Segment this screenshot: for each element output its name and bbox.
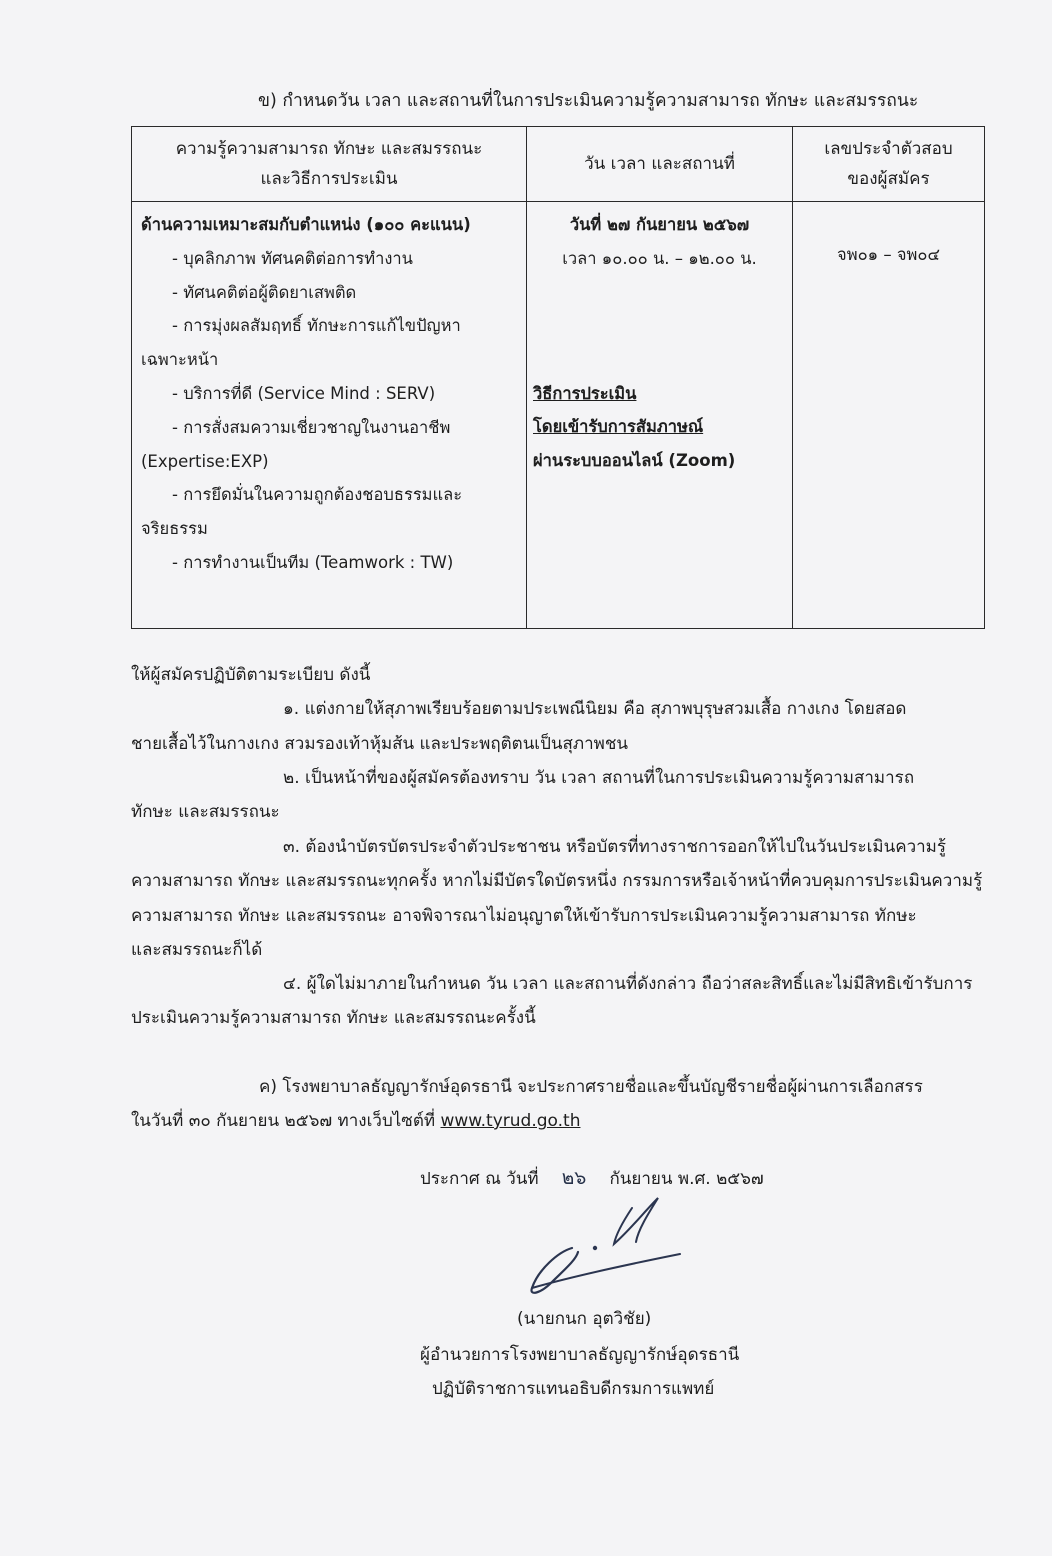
rule-3-line3: ความสามารถ ทักษะ และสมรรถนะ อาจพิจารณาไม่อนุญาตให้เข้ารับการประเมินความรู้ความสามารถ ทักษะ (131, 906, 917, 926)
rule-1-line2: ชายเสื้อไว้ในกางเกง สวมรองเท้าหุ้มส้น และประพฤติตนเป็นสุภาพชน (131, 734, 629, 754)
signer-title-2: ปฏิบัติราชการแทนอธิบดีกรมการแพทย์ (432, 1379, 715, 1399)
competency-heading: ด้านความเหมาะสมกับตำแหน่ง (๑๐๐ คะแนน) (141, 215, 471, 234)
announce-line1: ค) โรงพยาบาลธัญญารักษ์อุดรธานี จะประกาศรายชื่อและขึ้นบัญชีรายชื่อผู้ผ่านการเลือกสรร (259, 1077, 923, 1097)
list-item-cont: (Expertise:EXP) (141, 451, 269, 471)
list-item: - บริการที่ดี (Service Mind : SERV) (172, 383, 436, 403)
rule-4-line2: ประเมินความรู้ความสามารถ ทักษะ และสมรรถนะครั้งนี้ (131, 1008, 536, 1028)
signature-image (520, 1190, 690, 1300)
date-place-cell (527, 202, 793, 629)
table-body-row (132, 202, 985, 629)
assessment-table (131, 126, 985, 629)
header-date-place (527, 127, 793, 202)
rule-3-line4: และสมรรถนะก็ได้ (131, 940, 263, 960)
method-label: วิธีการประเมิน (533, 383, 637, 403)
rule-4-line1: ๔. ผู้ใดไม่มาภายในกำหนด วัน เวลา และสถานที่ดังกล่าว ถือว่าสละสิทธิ์และไม่มีสิทธิเข้ารับการ (283, 974, 973, 994)
exam-id-range: จพ๐๑ – จพ๐๔ (837, 245, 940, 264)
method-online: ผ่านระบบออนไลน์ (Zoom) (533, 451, 736, 471)
list-item: - บุคลิกภาพ ทัศนคติต่อการทำงาน (172, 248, 413, 268)
method-interview: โดยเข้ารับการสัมภาษณ์ (533, 417, 704, 437)
list-item: - การสั่งสมความเชี่ยวชาญในงานอาชีพ (172, 417, 451, 437)
table-header-row (132, 127, 985, 202)
competency-cell (132, 202, 527, 629)
date-day-handwritten: ๒๖ (561, 1167, 587, 1189)
date-rest: กันยายน พ.ศ. ๒๕๖๗ (609, 1169, 764, 1189)
signer-title-1: ผู้อำนวยการโรงพยาบาลธัญญารักษ์อุดรธานี (420, 1345, 740, 1365)
list-item: - การมุ่งผลสัมฤทธิ์ ทักษะการแก้ไขปัญหา (172, 316, 461, 336)
list-item-cont: จริยธรรม (141, 519, 208, 539)
exam-time: เวลา ๑๐.๐๐ น. – ๑๒.๐๐ น. (562, 248, 757, 268)
header-exam-id (793, 127, 985, 202)
rule-3-line2: ความสามารถ ทักษะ และสมรรถนะทุกครั้ง หากไม่มีบัตรใดบัตรหนึ่ง กรรมการหรือเจ้าหน้าที่ควบคุมการประเมินความรู้ (131, 871, 983, 891)
signer-name: (นายกนก อุตวิชัย) (517, 1309, 652, 1329)
header-competency-line2: และวิธีการประเมิน (260, 169, 398, 189)
date-prefix: ประกาศ ณ วันที่ (420, 1169, 539, 1189)
exam-date: วันที่ ๒๗ กันยายน ๒๕๖๗ (569, 215, 750, 234)
announce-date-text: ในวันที่ ๓๐ กันยายน ๒๕๖๗ ทางเว็บไซต์ที่ (131, 1111, 441, 1131)
rule-2-line2: ทักษะ และสมรรถนะ (131, 802, 280, 822)
header-exam-id-line2: ของผู้สมัคร (847, 169, 930, 189)
announcement-date (420, 1163, 764, 1193)
list-item: - การทำงานเป็นทีม (Teamwork : TW) (172, 552, 454, 572)
section-title: ข) กำหนดวัน เวลา และสถานที่ในการประเมินความรู้ความสามารถ ทักษะ และสมรรถนะ (258, 91, 919, 111)
header-competency-line1: ความรู้ความสามารถ ทักษะ และสมรรถนะ (175, 139, 483, 159)
website-link[interactable]: www.tyrud.go.th (440, 1111, 581, 1131)
header-date-place-text: วัน เวลา และสถานที่ (584, 154, 735, 174)
list-item: - การยึดมั่นในความถูกต้องชอบธรรมและ (172, 485, 463, 505)
header-exam-id-line1: เลขประจำตัวสอบ (824, 139, 953, 159)
header-competency (132, 127, 527, 202)
rule-2-line1: ๒. เป็นหน้าที่ของผู้สมัครต้องทราบ วัน เวลา สถานที่ในการประเมินความรู้ความสามารถ (283, 768, 915, 788)
list-item-cont: เฉพาะหน้า (141, 350, 219, 370)
rule-3-line1: ๓. ต้องนำบัตรบัตรประจำตัวประชาชน หรือบัตรที่ทางราชการออกให้ไปในวันประเมินความรู้ (283, 837, 947, 857)
exam-id-cell (793, 202, 985, 629)
list-item: - ทัศนคติต่อผู้ติดยาเสพติด (172, 282, 357, 302)
rule-1-line1: ๑. แต่งกายให้สุภาพเรียบร้อยตามประเพณีนิยม คือ สุภาพบุรุษสวมเสื้อ กางเกง โดยสอด (283, 699, 907, 719)
announce-line2 (131, 1107, 580, 1134)
rules-intro: ให้ผู้สมัครปฏิบัติตามระเบียบ ดังนี้ (131, 665, 371, 685)
